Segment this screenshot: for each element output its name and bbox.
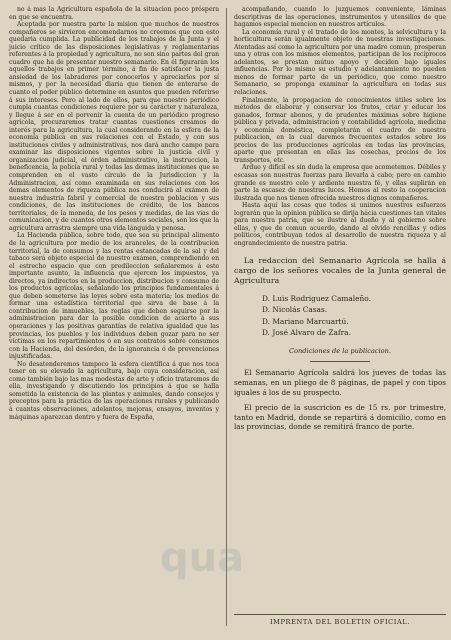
terms-paragraph: El precio de la suscricion es de 15 rs. por trimestre, tanto en Madrid, donde se repartirá á domicilio, como en las provincias, donde se remitirá franco de porte.: [234, 403, 446, 432]
paragraph: La economía rural y el tratado de los montes, la selvicultura y la horticultura serán igualmente objeto de nuestras investigaciones. Atentadas así como la agricultura por una madre comun, prosperan una y otras con los mismos elementos, participan de los recíprocos adelantos, se prestan mútuo apoyo y deciden bajo iguales influencias. Por lo mismo su estudio y adelantamiento no pueden menos de formar parte de un periódico, que como nuestro Semanario, se proponga examinar la agricultura en todas sus relaciones.: [234, 28, 446, 97]
paragraph: La Hacienda pública, sobre todo, que sea su principal alimento de la agricultura por medio de los aranceles, de la contribucion territorial, la de consumos y las rentas estancadas de la sal y del tabaco será objeto especial de nuestro exámen, comprendiendo en el estrecho espacio que con predileccion señalaremos á este importante asunto, la influencia que ejercen los impuestos, ya directos, ya indirectos en la produccion, distribucion y consumo de los productos agrícolas, señalando los principios fundamentales á que deben someterse las leyes sobre esta materia; los medios de formar una estadística territorial que sirva de base á la contribucion de inmuebles, las reglas que deben seguirse por la administracion para dar la posible condicion de acierto á sus operaciones y las positivas garantías de relativa igualdad que las provincias, los pueblos y los individuos deben gozar para no ser víctimas en los repartimientos ó en sus contratos sobre consumos con la Hacienda, del desórden, de la ignorancia ó de prevenciones injustificadas.: [9, 232, 219, 361]
right-column: [234, 6, 446, 432]
paragraph: No desatenderemos tampoco la esfera científica á que nos toca tener en su elevado la agricultura, bajo cuya consideracion, así como también bajo las mas modestas de arte y oficio trataremos de ella, investigando y discutiendo los principios á que se halla sometida la existencia de las plantas y animales, dando consejos y preceptos para la práctica de las operaciones rurales y publicando á cuantas observaciones, adelantos, mejoras, ensayos, inventos y máquinas aparezcan dentro y fuera de España,: [9, 360, 219, 421]
paragraph: Finalmente, la propagacion de conocimientos útiles sobre los métodos de elaborar y conservar los frutos, criar y educar los ganados, formar abonos, y de prudentes máximas sobre higiene pública y privada, administracion y contabilidad agrícola, medicina y economía doméstica, completarán el cuadro de nuestra publicacion, en la cual daremos frecuentes estados sobre los precios de las producciones agrícolas en todas las provincias, aparte que presentan en ellas las cosechas, precios de los transportes, etc.: [234, 96, 446, 164]
terms-paragraph: El Semanario Agrícola saldrá los jueves de todas las semanas, en un pliego de 8 páginas, de papel y con tipos iguales á los de su prospecto.: [234, 368, 446, 397]
member-name: D. José Alvaro de Zafra.: [262, 327, 351, 337]
library-watermark: qua: [160, 535, 245, 581]
imprint-line: IMPRENTA DEL BOLETIN OFICIAL.: [234, 614, 446, 626]
conditions-heading: Condiciones de la publicacion.: [289, 346, 391, 355]
left-column: [9, 6, 219, 421]
paragraph: Arduo y difícil es sin duda la empresa que acometemos. Débiles y escasas son nuestras fuerzas para llevarla á cabo; pero en cambio grande es nuestro celo y ardiente nuestra fé, y ellas suplirán en parte la escasez de nuestras luces. Hemos al resto la cooperacion ilustrada que nos tienen ofrecida nuestros dignos compañeros.: [234, 164, 446, 202]
divider-line: [310, 361, 370, 362]
paragraph: Aceptada por nuestra parte la mision que muchos de nuestros compañeros se sirvieron encomendarnos no creemos que con esto quedaria cumplida. La publicidad de los trabajos de la Junta y el juicio crítico de las disposiciones legislativas y reglamentarias referentes á la propiedad y agricultura, no son sino partes del gran cuadro que ha de presentar nuestro semanario. En él figurarán los aquellos trabajos en primer término, á fin de satisfacer la justa ansiedad de los labradores por conocerlos y apreciarlos por sí mismos, y por la necesidad diaria que tienen de enterarse de cuanto el poder público determine en asuntos que pueden referirse á sus intereses. Pero al lado de ellos, para que nuestro periódico cumpla cuantas condiciones requiere por su carácter y naturaleza, y llegue á ser en el porvenir la cuenta de un periódico progreso agrícola, procuraremos tratar cuantas cuestiones creamos de interés para la agricultura, la cual considerando en la esfera de la economía pública en sus relaciones con el Estado, y con sus instituciones civiles y administrativas, nos dará ancho campo para examinar las disposiciones vigentes sobre la justicia civil y organizacion judicial, el órden administrativo, la instruccion, la beneficencia, la policía rural y todas las demas instituciones que se comprenden en el vasto círculo de la Jurisdiccion y la Administracion, así como examinada en sus relaciones con los demas elementos de riqueza pública nos conducirá al exámen de nuestra industria fabril y comercial de nuestra poblacion y sus condiciones, de las instituciones de crédito, de los bancos territoriales, de la moneda, de los pesos y medidas, de las vias de comunicacion, y de cuantos otros elementos sociales, son los que la agricultura arrastra siempre una vida lánguida y penosa.: [9, 21, 219, 232]
paragraph: Hasta aquí las cosas que todos si unimos nuestros esfuerzos lograrán que la opinion pública se dirija hácia cuestiones tan vitales para nuestra patria, que se ilustre al dueño y al gobierno sobre ellas, y que de comun acuerdo, dando al olvido rencillas y odios políticos, contribuyan todos al desarrollo de nuestra riqueza y al engrandecimiento de nuestra patria.: [234, 202, 446, 247]
column-divider: [226, 8, 227, 626]
paragraph: acompañando, cuando lo juzguemos conveniente, láminas descriptivas de las operaciones, instrumentos y utensilios de que hagamos especial mencion en nuestros artículos.: [234, 6, 446, 29]
paragraph: no á mas la Agricultura española de la situacion poco próspera en que se encuentra.: [9, 6, 219, 21]
member-name: D. Mariano Marcuartú.: [262, 316, 349, 326]
editorial-notice: La redaccion del Semanario Agrícola se halla á cargo de los señores vocales de la Junta general de Agricultura: [234, 255, 446, 285]
members-list: [262, 293, 446, 338]
member-name: D. Nicolás Casas.: [262, 305, 328, 315]
member-name: D. Luis Rodriguez Camaleño.: [262, 294, 371, 304]
